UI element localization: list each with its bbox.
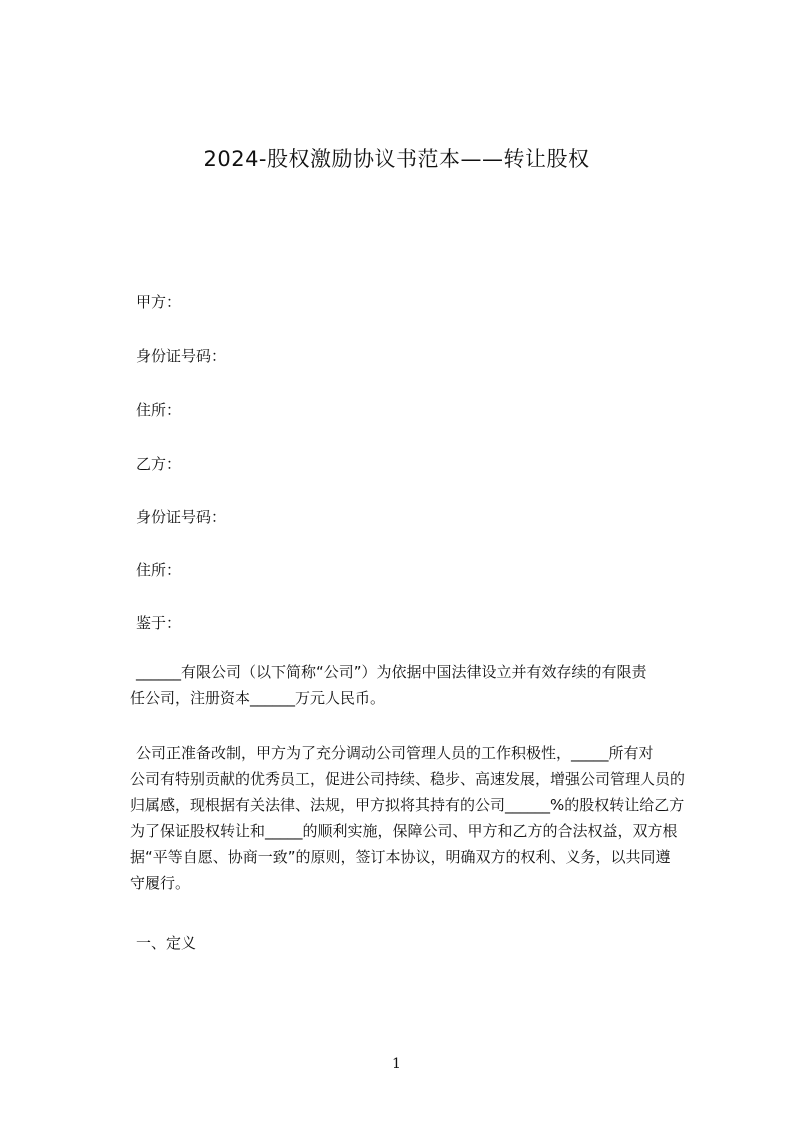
paragraph-line: 据“平等自愿、协商一致”的原则，签订本协议，明确双方的权利、义务，以共同遵 bbox=[130, 848, 671, 866]
document-title: 2024-股权激励协议书范本——转让股权 bbox=[203, 147, 590, 171]
paragraph-line: 守履行。 bbox=[130, 874, 191, 892]
party-b-id-label: 身份证号码： bbox=[136, 508, 227, 526]
whereas-label: 鉴于： bbox=[136, 614, 182, 632]
company-intro-paragraph bbox=[130, 659, 696, 711]
purpose-paragraph bbox=[130, 740, 696, 896]
paragraph-line: 公司正准备改制，甲方为了充分调动公司管理人员的工作积极性，_____所有对 bbox=[136, 744, 654, 762]
party-a-address-label: 住所： bbox=[136, 401, 182, 419]
section-heading-definitions: 一、定义 bbox=[136, 934, 197, 952]
paragraph-line: 任公司，注册资本______万元人民币。 bbox=[130, 689, 386, 707]
party-b-address-label: 住所： bbox=[136, 561, 182, 579]
paragraph-line: 为了保证股权转让和_____的顺利实施，保障公司、甲方和乙方的合法权益，双方根 bbox=[130, 822, 678, 840]
page-number: 1 bbox=[392, 1056, 401, 1072]
party-a-label: 甲方： bbox=[136, 293, 182, 311]
paragraph-line: 归属感，现根据有关法律、法规，甲方拟将其持有的公司______%的股权转让给乙方 bbox=[130, 796, 685, 814]
party-b-label: 乙方： bbox=[136, 455, 182, 473]
paragraph-line: ______有限公司（以下简称“公司”）为依据中国法律设立并有效存续的有限责 bbox=[136, 663, 647, 681]
party-a-id-label: 身份证号码： bbox=[136, 347, 227, 365]
paragraph-line: 公司有特别贡献的优秀员工，促进公司持续、稳步、高速发展，增强公司管理人员的 bbox=[130, 770, 686, 788]
